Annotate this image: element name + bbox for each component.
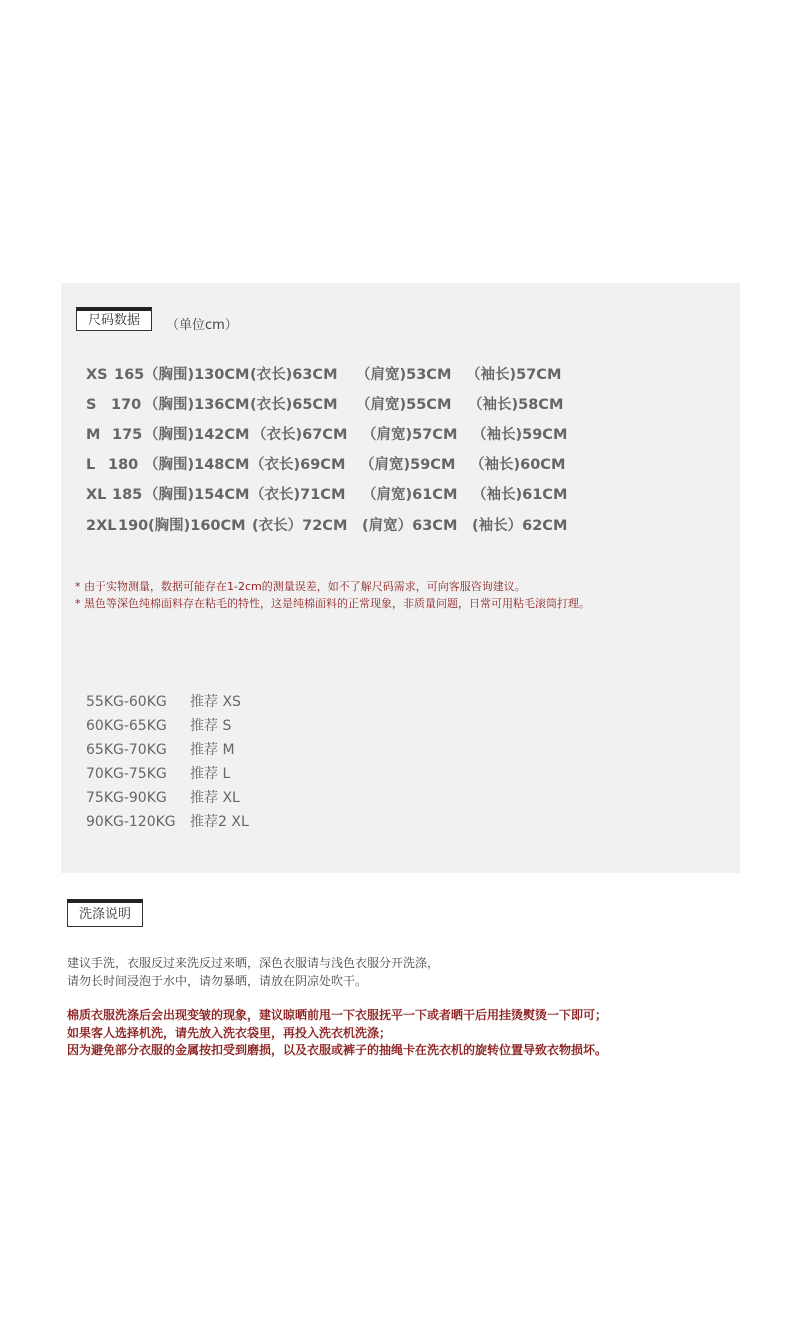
length-value: （衣长)69CM [250,457,346,473]
chest-value: （胸围)148CM [144,457,250,473]
weight-recommendation: 推荐 L [190,766,231,782]
sleeve-value: （袖长)60CM [470,457,566,473]
care-warning-3: 因为避免部分衣服的金属按扣受到磨损，以及衣服或裤子的抽绳卡在洗衣机的旋转位置导致衣物损坏。 [67,1043,608,1057]
size-label: 2XL [86,518,117,534]
height-value: 190 [118,518,149,534]
length-value: (衣长)63CM [250,367,338,383]
length-value: (衣长)65CM [250,397,338,413]
weight-range: 60KG-65KG [86,718,167,734]
wash-instructions-tag: 洗涤说明 [67,899,143,927]
size-label: L [86,457,96,473]
shoulder-value: （肩宽)59CM [360,457,456,473]
sleeve-value: （袖长)59CM [472,427,568,443]
sleeve-value: （袖长)61CM [472,487,568,503]
shoulder-value: （肩宽)57CM [362,427,458,443]
care-warning-1: 棉质衣服洗涤后会出现变皱的现象，建议晾晒前甩一下衣服抚平一下或者晒干后用挂烫熨烫一下即可； [67,1008,608,1022]
length-value: （衣长)71CM [250,487,346,503]
unit-label: （单位cm） [166,318,238,333]
height-value: 185 [112,487,143,503]
size-label: S [86,397,97,413]
sleeve-value: （袖长)57CM [466,367,562,383]
shoulder-value: （肩宽)61CM [362,487,458,503]
weight-range: 75KG-90KG [86,790,167,806]
weight-recommendation: 推荐2 XL [190,814,249,830]
size-label: M [86,427,101,443]
chest-value: (胸围)160CM [148,518,246,534]
chest-value: （胸围)142CM [144,427,250,443]
sleeve-value: (袖长）62CM [472,518,568,534]
shoulder-value: （肩宽)55CM [356,397,452,413]
height-value: 180 [108,457,139,473]
weight-recommendation: 推荐 XL [190,790,240,806]
weight-recommendation: 推荐 M [190,742,235,758]
chest-value: （胸围)130CM [144,367,250,383]
size-label: XS [86,367,108,383]
size-label: XL [86,487,107,503]
weight-range: 65KG-70KG [86,742,167,758]
fabric-note: * 黑色等深色纯棉面料存在粘毛的特性，这是纯棉面料的正常现象，非质量问题，日常可用粘毛滚筒打理。 [75,597,590,610]
weight-recommendation: 推荐 XS [190,694,241,710]
weight-range: 70KG-75KG [86,766,167,782]
weight-range: 90KG-120KG [86,814,176,830]
size-data-tag: 尺码数据 [76,307,152,331]
care-line-2: 请勿长时间浸泡于水中，请勿暴晒，请放在阴凉处吹干。 [67,974,368,988]
weight-range: 55KG-60KG [86,694,167,710]
chest-value: （胸围)154CM [144,487,250,503]
height-value: 175 [112,427,143,443]
height-value: 170 [111,397,142,413]
sleeve-value: （袖长)58CM [468,397,564,413]
care-warning-2: 如果客人选择机洗，请先放入洗衣袋里，再投入洗衣机洗涤； [67,1026,392,1040]
height-value: 165 [114,367,145,383]
shoulder-value: （肩宽)53CM [356,367,452,383]
shoulder-value: (肩宽）63CM [362,518,458,534]
chest-value: （胸围)136CM [144,397,250,413]
measurement-note: * 由于实物测量，数据可能存在1-2cm的测量误差，如不了解尺码需求，可向客服咨询建议。 [75,580,526,593]
length-value: (衣长）72CM [252,518,348,534]
weight-recommendation: 推荐 S [190,718,232,734]
length-value: （衣长)67CM [252,427,348,443]
care-line-1: 建议手洗，衣服反过来洗反过来晒，深色衣服请与浅色衣服分开洗涤， [67,956,440,970]
